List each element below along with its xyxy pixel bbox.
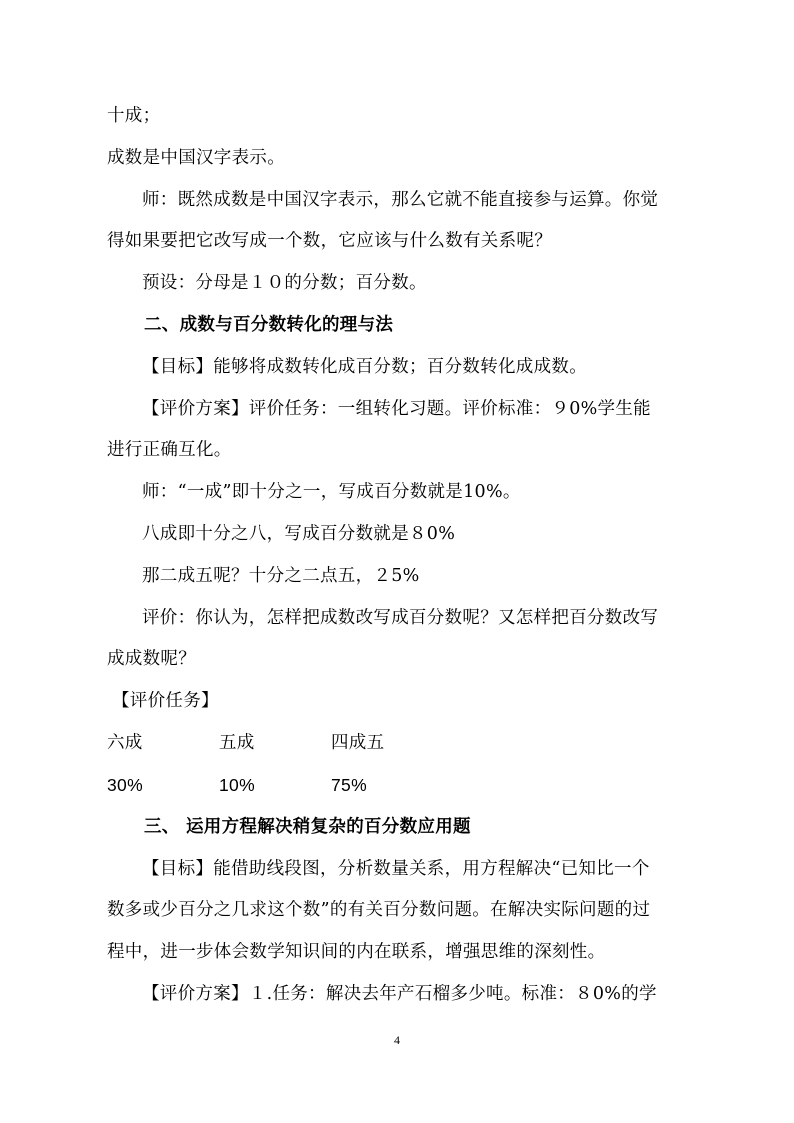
text-line: 师：“一成”即十分之一，写成百分数就是10%。 — [142, 482, 521, 502]
text-line: 【评价方案】１.任务：解决去年产石榴多少吨。标准：８0%的学 — [142, 984, 657, 1004]
text-line: 数多或少百分之几求这个数”的有关百分数问题。在解决实际问题的过 — [107, 900, 651, 920]
table-cell: 75% — [331, 775, 367, 795]
text-line: 师：既然成数是中国汉字表示，那么它就不能直接参与运算。你觉 — [142, 190, 659, 210]
text-line: 成数是中国汉字表示。 — [107, 148, 285, 168]
text-line: 【目标】能借助线段图，分析数量关系，用方程解决“已知比一个 — [142, 859, 650, 879]
table-cell: 五成 — [219, 733, 255, 753]
table-cell: 30% — [107, 775, 143, 795]
section-heading: 三、 运用方程解决稍复杂的百分数应用题 — [144, 817, 471, 837]
table-cell: 六成 — [107, 733, 143, 753]
text-line: 成成数呢？ — [107, 649, 196, 669]
text-line: 【评价方案】评价任务：一组转化习题。评价标准：９0%学生能 — [142, 399, 651, 419]
text-line: 八成即十分之八，写成百分数就是８0% — [142, 524, 456, 544]
text-line: 程中，进一步体会数学知识间的内在联系，增强思维的深刻性。 — [107, 942, 606, 962]
text-line: 评价：你认为，怎样把成数改写成百分数呢？又怎样把百分数改写 — [142, 608, 659, 628]
text-line: 十成； — [107, 106, 161, 126]
text-line: 预设：分母是１０的分数；百分数。 — [142, 273, 427, 293]
table-cell: 四成五 — [331, 733, 385, 753]
text-line: 进行正确互化。 — [107, 440, 232, 460]
text-line: 那二成五呢？十分之二点五，２5% — [142, 566, 420, 586]
text-line: 得如果要把它改写成一个数，它应该与什么数有关系呢？ — [107, 231, 552, 251]
page-number: 4 — [394, 1033, 400, 1047]
text-line: 【目标】能够将成数转化成百分数；百分数转化成成数。 — [142, 357, 587, 377]
table-cell: 10% — [219, 775, 255, 795]
text-line: 【评价任务】 — [112, 691, 219, 711]
section-heading: 二、成数与百分数转化的理与法 — [144, 315, 394, 335]
